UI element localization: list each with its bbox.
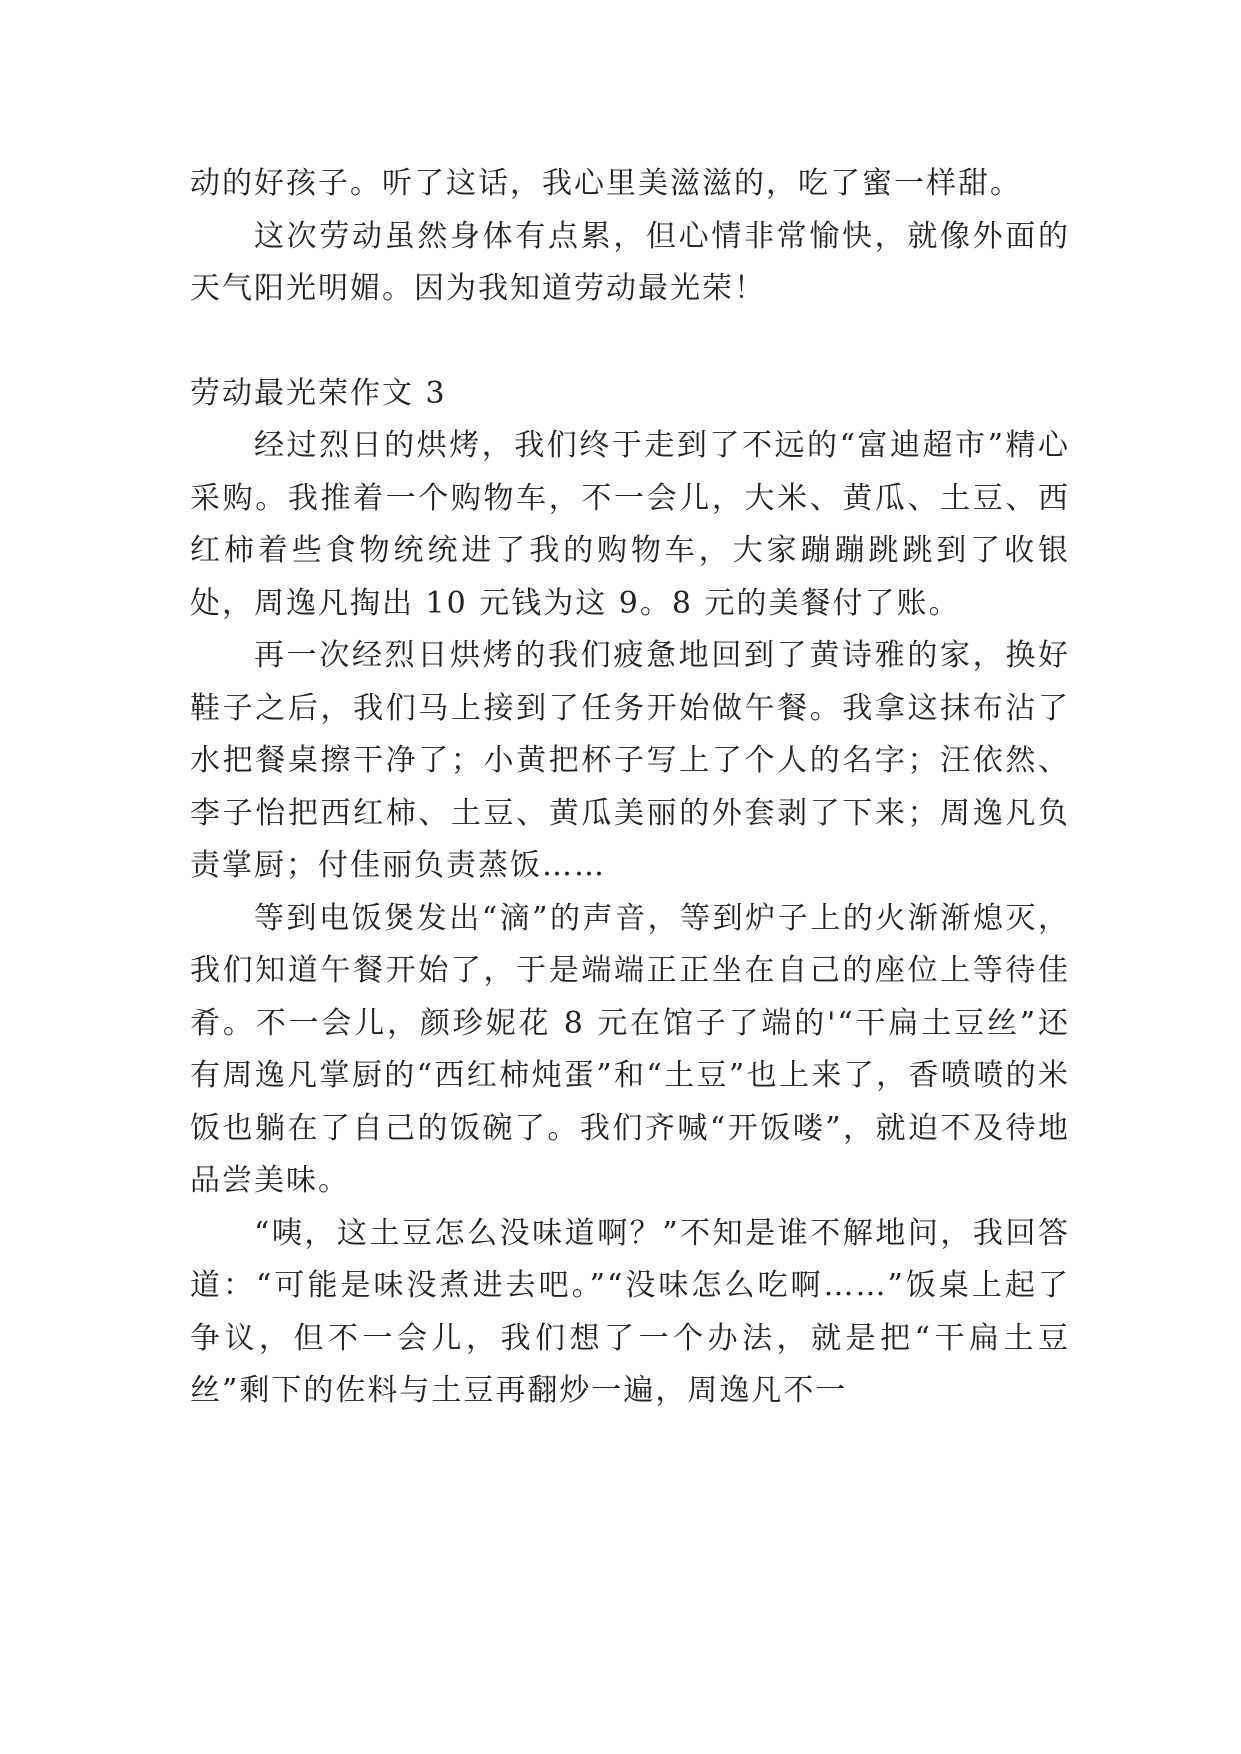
paragraph-continuation: 动的好孩子。听了这话，我心里美滋滋的，吃了蜜一样甜。 <box>190 166 1022 201</box>
paragraph: 等到电饭煲发出“滴”的声音，等到炉子上的火渐渐熄灭，我们知道午餐开始了，于是端端正正坐在自己的座位上等待佳肴。不一会儿，颜珍妮花 8 元在馆子了端的'“干扁土豆丝”还有周逸凡掌厨的“西红柿炖蛋”和“土豆”也上来了，香喷喷的米饭也躺在了自己的饭碗了。我们齐喊“开饭喽”，就迫不及待地品尝美味。 <box>190 900 1070 1198</box>
paragraph: 经过烈日的烘烤，我们终于走到了不远的“富迪超市”精心采购。我推着一个购物车，不一会儿，大米、黄瓜、土豆、西红柿着些食物统统进了我的购物车，大家蹦蹦跳跳到了收银处，周逸凡掏出 10 元钱为这 9。8 元的美餐付了账。 <box>190 428 1070 621</box>
paragraph-conclusion: 这次劳动虽然身体有点累，但心情非常愉快，就像外面的天气阳光明媚。因为我知道劳动最光荣！ <box>190 218 1070 306</box>
paragraph: “咦，这土豆怎么没味道啊？”不知是谁不解地问，我回答道：“可能是味没煮进去吧。”“没味怎么吃啊……”饭桌上起了争议，但不一会儿，我们想了一个办法，就是把“干扁土豆丝”剩下的佐料与土豆再翻炒一遍，周逸凡不一 <box>190 1215 1070 1408</box>
document-body <box>190 158 1070 1418</box>
paragraph: 再一次经烈日烘烤的我们疲惫地回到了黄诗雅的家，换好鞋子之后，我们马上接到了任务开始做午餐。我拿这抹布沾了水把餐桌擦干净了；小黄把杯子写上了个人的名字；汪依然、李子怡把西红柿、土豆、黄瓜美丽的外套剥了下来；周逸凡负责掌厨；付佳丽负责蒸饭…… <box>190 638 1070 883</box>
section-spacer <box>190 316 1070 368</box>
section-title: 劳动最光荣作文 3 <box>190 375 447 411</box>
